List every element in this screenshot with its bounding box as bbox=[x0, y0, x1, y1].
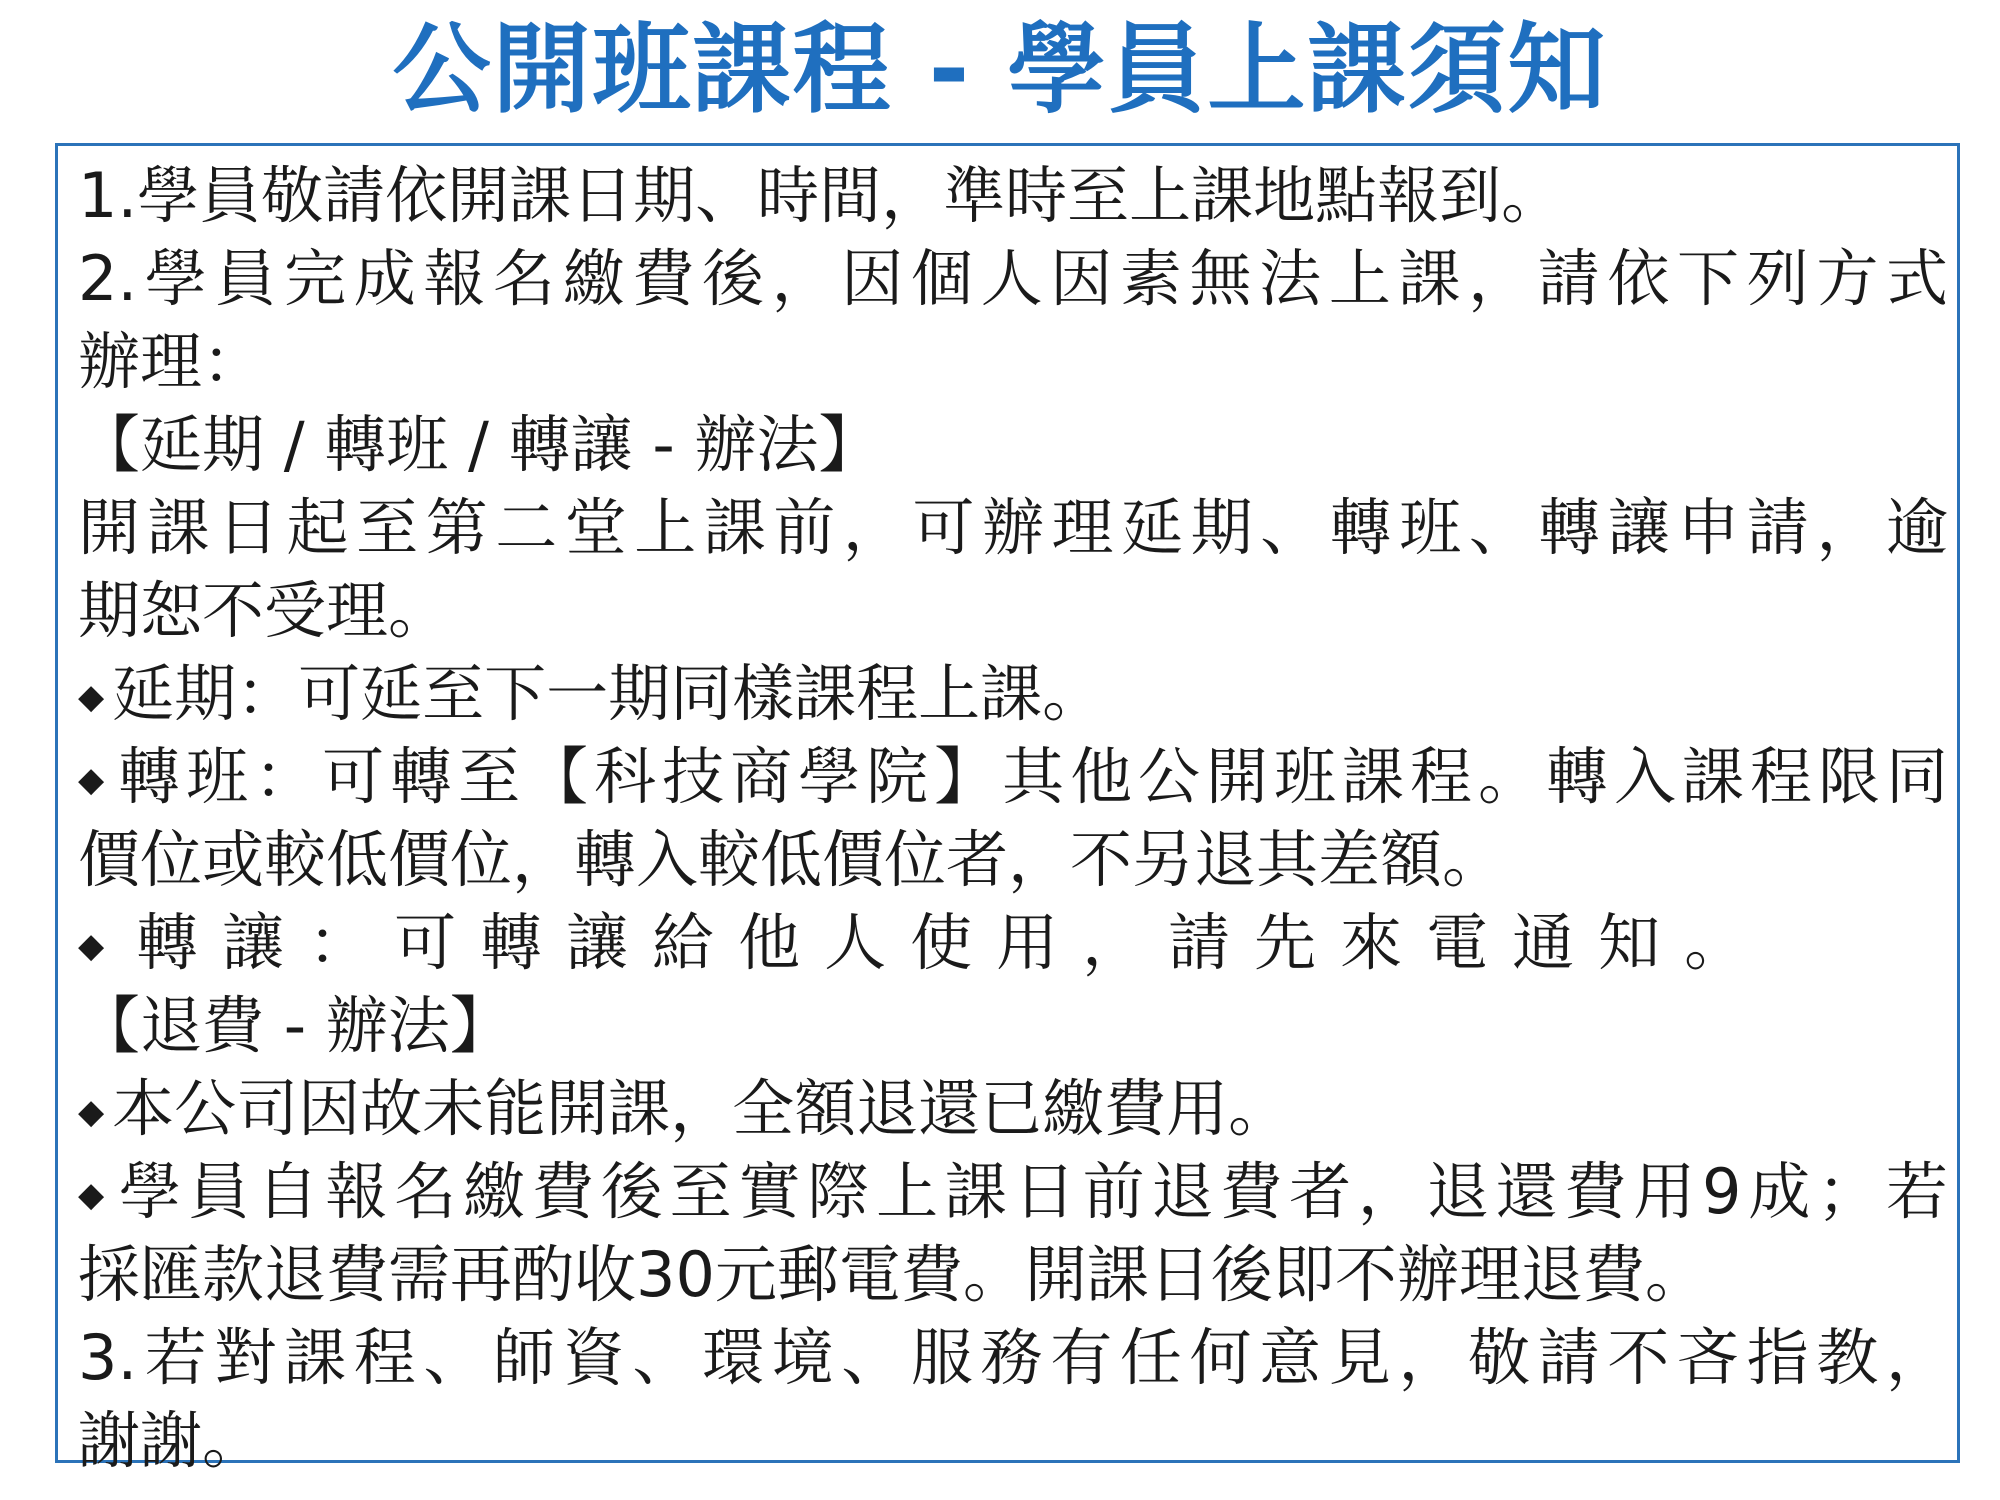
bullet-transfer-to-other bbox=[78, 901, 1948, 984]
bullet-student-refund-continuation: 採匯款退費需再酌收30元郵電費。開課日後即不辦理退費。 bbox=[78, 1238, 1707, 1311]
notice-box bbox=[55, 143, 1960, 1477]
bullet-company-cancel-text: 本公司因故未能開課，全額退還已繳費用。 bbox=[112, 1072, 1291, 1145]
item-3-continuation: 謝謝。 bbox=[78, 1404, 265, 1477]
diamond-bullet-icon: ◆ bbox=[78, 677, 105, 718]
section-heading-refund: 【退費 - 辦法】 bbox=[78, 989, 512, 1062]
diamond-bullet-icon: ◆ bbox=[78, 1092, 105, 1133]
transfer-rule-line: 開課日起至第二堂上課前，可辦理延期、轉班、轉讓申請，逾 bbox=[78, 491, 1948, 564]
bullet-student-refund-text: 學員自報名繳費後至實際上課日前退費者，退還費用9成；若 bbox=[118, 1155, 1948, 1228]
bullet-student-refund bbox=[78, 1150, 1948, 1233]
item-3-line: 3.若對課程、師資、環境、服務有任何意見，敬請不吝指教， bbox=[78, 1321, 1948, 1394]
transfer-rule-continuation: 期恕不受理。 bbox=[78, 574, 451, 647]
item-2-line: 2.學員完成報名繳費後，因個人因素無法上課，請依下列方式 bbox=[78, 242, 1948, 315]
bullet-postpone bbox=[78, 652, 1948, 735]
diamond-bullet-icon: ◆ bbox=[78, 1175, 111, 1216]
item-1-line: 1.學員敬請依開課日期、時間，準時至上課地點報到。 bbox=[78, 159, 1564, 232]
bullet-switch-class-continuation: 價位或較低價位，轉入較低價位者，不另退其差額。 bbox=[78, 823, 1505, 896]
bullet-company-cancel bbox=[78, 1067, 1948, 1150]
bullet-postpone-text: 延期：可延至下一期同樣課程上課。 bbox=[112, 657, 1105, 730]
section-heading-transfer: 【延期 / 轉班 / 轉讓 - 辦法】 bbox=[78, 408, 881, 481]
page-title: 公開班課程 - 學員上課須知 bbox=[392, 13, 1608, 127]
bullet-switch-class-text: 轉班：可轉至【科技商學院】其他公開班課程。轉入課程限同 bbox=[118, 740, 1948, 813]
notice-body bbox=[78, 154, 1948, 1482]
item-2-continuation: 辦理： bbox=[78, 325, 265, 398]
bullet-switch-class bbox=[78, 735, 1948, 818]
bullet-transfer-to-other-text: 轉讓：可轉讓給他人使用，請先來電通知。 bbox=[136, 906, 1771, 979]
diamond-bullet-icon: ◆ bbox=[78, 926, 129, 967]
diamond-bullet-icon: ◆ bbox=[78, 760, 111, 801]
